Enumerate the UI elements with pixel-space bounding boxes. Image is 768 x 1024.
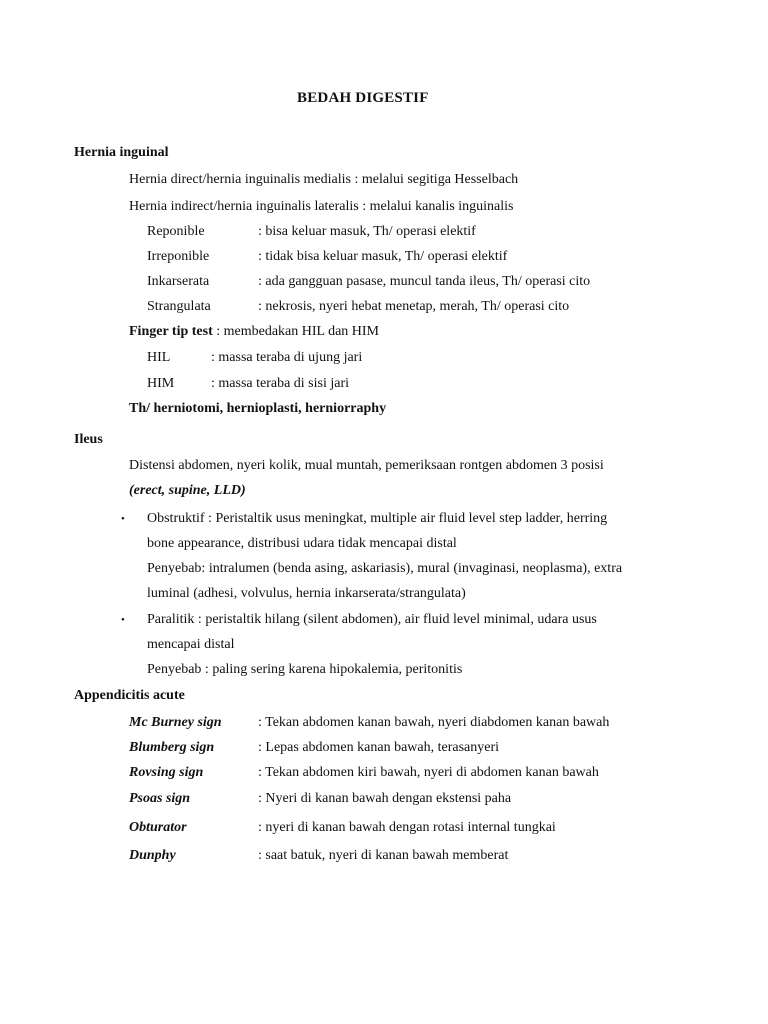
ileus-positions: (erect, supine, LLD) <box>129 483 246 498</box>
sign-desc: : Tekan abdomen kiri bawah, nyeri di abdomen kanan bawah <box>258 765 599 780</box>
finger-tip-label: Finger tip test <box>129 324 213 339</box>
hernia-type-term: Irreponible <box>147 249 210 264</box>
hil-desc: : massa teraba di ujung jari <box>211 350 363 365</box>
him-desc: : massa teraba di sisi jari <box>211 376 350 391</box>
hernia-type-desc: : nekrosis, nyeri hebat menetap, merah, Th/ operasi cito <box>258 299 570 314</box>
hernia-direct-line: Hernia direct/hernia inguinalis medialis : melalui segitiga Hesselbach <box>129 172 519 187</box>
bullet-obstruktif: • <box>121 513 125 525</box>
sign-term: Mc Burney sign <box>129 715 222 730</box>
hernia-type-term: Inkarserata <box>147 274 210 289</box>
sign-term: Obturator <box>129 820 187 835</box>
finger-tip-line <box>129 323 379 341</box>
section-heading-appendicitis: Appendicitis acute <box>74 688 185 703</box>
sign-desc: : Lepas abdomen kanan bawah, terasanyeri <box>258 740 500 755</box>
obstruktif-line-2: bone appearance, distribusi udara tidak mencapai distal <box>147 536 457 551</box>
hil-term: HIL <box>147 350 171 365</box>
paralitik-line-1: Paralitik : peristaltik hilang (silent abdomen), air fluid level minimal, udara usus <box>147 612 597 627</box>
sign-desc: : Nyeri di kanan bawah dengan ekstensi paha <box>258 791 512 806</box>
sign-desc: : Tekan abdomen kanan bawah, nyeri diabdomen kanan bawah <box>258 715 610 730</box>
obstruktif-line-1: Obstruktif : Peristaltik usus meningkat, multiple air fluid level step ladder, herring <box>147 511 608 526</box>
obstruktif-line-4: luminal (adhesi, volvulus, hernia inkarserata/strangulata) <box>147 586 466 601</box>
paralitik-line-2: mencapai distal <box>147 637 235 652</box>
hernia-type-desc: : ada gangguan pasase, muncul tanda ileus, Th/ operasi cito <box>258 274 591 289</box>
hernia-therapy: Th/ herniotomi, hernioplasti, herniorraphy <box>129 401 387 416</box>
obstruktif-line-3: Penyebab: intralumen (benda asing, askariasis), mural (invaginasi, neoplasma), extra <box>147 561 623 576</box>
sign-term: Psoas sign <box>129 791 191 806</box>
sign-desc: : nyeri di kanan bawah dengan rotasi internal tungkai <box>258 820 556 835</box>
sign-term: Dunphy <box>129 848 176 863</box>
bullet-paralitik: • <box>121 614 125 626</box>
sign-term: Blumberg sign <box>129 740 215 755</box>
hernia-type-desc: : tidak bisa keluar masuk, Th/ operasi elektif <box>258 249 508 264</box>
hernia-indirect-line: Hernia indirect/hernia inguinalis lateralis : melalui kanalis inguinalis <box>129 199 514 214</box>
finger-tip-desc: : membedakan HIL dan HIM <box>212 324 379 339</box>
ileus-intro: Distensi abdomen, nyeri kolik, mual muntah, pemeriksaan rontgen abdomen 3 posisi <box>129 458 604 473</box>
hernia-type-desc: : bisa keluar masuk, Th/ operasi elektif <box>258 224 476 239</box>
page-title: BEDAH DIGESTIF <box>297 90 429 106</box>
section-heading-hernia: Hernia inguinal <box>74 145 169 160</box>
hernia-type-term: Reponible <box>147 224 205 239</box>
sign-term: Rovsing sign <box>129 765 204 780</box>
paralitik-line-3: Penyebab : paling sering karena hipokalemia, peritonitis <box>147 662 463 677</box>
hernia-type-term: Strangulata <box>147 299 211 314</box>
section-heading-ileus: Ileus <box>74 432 103 447</box>
him-term: HIM <box>147 376 175 391</box>
sign-desc: : saat batuk, nyeri di kanan bawah memberat <box>258 848 509 863</box>
